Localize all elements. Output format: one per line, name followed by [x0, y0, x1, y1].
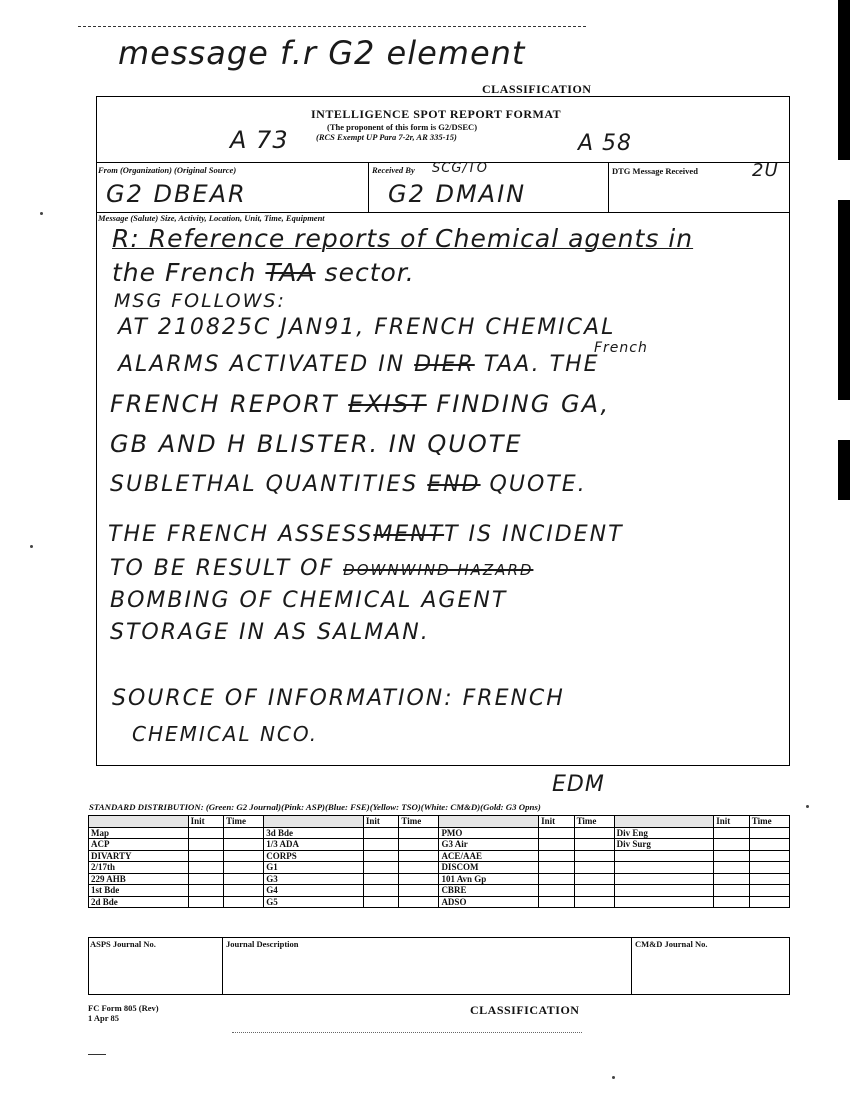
message-line: SUBLETHAL QUANTITIES END QUOTE. [110, 472, 587, 497]
form-subtitle-2: (RCS Exempt UP Para 7-2r, AR 335-15) [316, 132, 457, 142]
dtg-value: 2U [752, 160, 779, 181]
distribution-header: STANDARD DISTRIBUTION: (Green: G2 Journal)(Pink: ASP)(Blue: FSE)(Yellow: TSO)(White: CM&D)(Gold: G3 Opns) [89, 802, 541, 812]
scan-bar [838, 440, 850, 500]
from-label: From (Organization) (Original Source) [98, 165, 237, 175]
dtg-label: DTG Message Received [612, 166, 698, 176]
received-label: Received By [372, 165, 415, 175]
table-row: DIVARTY CORPS ACE/AAE [89, 850, 790, 862]
scan-speck [612, 1076, 615, 1079]
message-line: AT 210825C JAN91, FRENCH CHEMICAL [118, 315, 616, 340]
message-line: SOURCE OF INFORMATION: FRENCH [112, 686, 565, 711]
table-row: Init Time Init Time Init Time Init Time [89, 816, 790, 828]
distribution-table [88, 815, 790, 908]
table-row: Map 3d Bde PMO Div Eng [89, 827, 790, 839]
asps-label: ASPS Journal No. [90, 939, 156, 949]
message-line: ALARMS ACTIVATED IN DIER TAA. THE [118, 352, 600, 377]
table-row: 229 AHB G3 101 Avn Gp [89, 873, 790, 885]
message-line: GB AND H BLISTER. IN QUOTE [110, 430, 523, 458]
table-row: 2/17th G1 DISCOM [89, 862, 790, 874]
top-dashed-line [78, 26, 586, 27]
form-id-line2: 1 Apr 85 [88, 1013, 120, 1023]
form-title: INTELLIGENCE SPOT REPORT FORMAT [311, 107, 562, 121]
classification-bottom: CLASSIFICATION [470, 1003, 580, 1017]
message-inserted-word: French [594, 340, 648, 356]
message-line: BOMBING OF CHEMICAL AGENT [110, 588, 508, 613]
cmd-label: CM&D Journal No. [635, 939, 708, 949]
doc-number-right: A 58 [578, 131, 633, 156]
message-line: STORAGE IN AS SALMAN. [110, 620, 430, 645]
scan-bar [838, 0, 850, 160]
message-line: MSG FOLLOWS: [114, 290, 286, 312]
message-line: the French TAA sector. [112, 258, 415, 287]
message-line: R: Reference reports of Chemical agents in [112, 224, 694, 253]
form-subtitle-1: (The proponent of this form is G2/DSEC) [327, 122, 478, 132]
table-row: ACP 1/3 ADA G3 Air Div Surg [89, 839, 790, 851]
scan-bar [838, 200, 850, 400]
message-label: Message (Salute) Size, Activity, Location, Unit, Time, Equipment [98, 213, 325, 223]
received-initials: SCG/TO [432, 161, 488, 176]
message-line: FRENCH REPORT EXIST FINDING GA, [110, 390, 611, 418]
scan-speck [806, 805, 809, 808]
classification-top: CLASSIFICATION [482, 82, 592, 96]
bottom-dash [88, 1054, 106, 1055]
journal-divider-1 [222, 937, 223, 995]
journal-desc-label: Journal Description [226, 939, 299, 949]
journal-divider-2 [631, 937, 632, 995]
received-value: G2 DMAIN [388, 180, 527, 208]
bottom-dotted-line [232, 1032, 582, 1033]
header-note: message f.r G2 element [118, 34, 526, 72]
signature-initials: EDM [552, 772, 605, 797]
table-row: 2d Bde G5 ADSO [89, 896, 790, 908]
from-value: G2 DBEAR [106, 180, 247, 208]
scan-speck [30, 545, 33, 548]
form-id-line1: FC Form 805 (Rev) [88, 1003, 159, 1013]
header-divider-2 [608, 162, 609, 212]
doc-number-left: A 73 [230, 126, 289, 154]
message-line: TO BE RESULT OF DOWNWIND HAZARD [110, 556, 534, 581]
header-divider-1 [368, 162, 369, 212]
table-row: 1st Bde G4 CBRE [89, 885, 790, 897]
message-line: THE FRENCH ASSESSMENTT IS INCIDENT [108, 522, 624, 547]
scan-speck [40, 212, 43, 215]
message-line: CHEMICAL NCO. [132, 722, 319, 746]
